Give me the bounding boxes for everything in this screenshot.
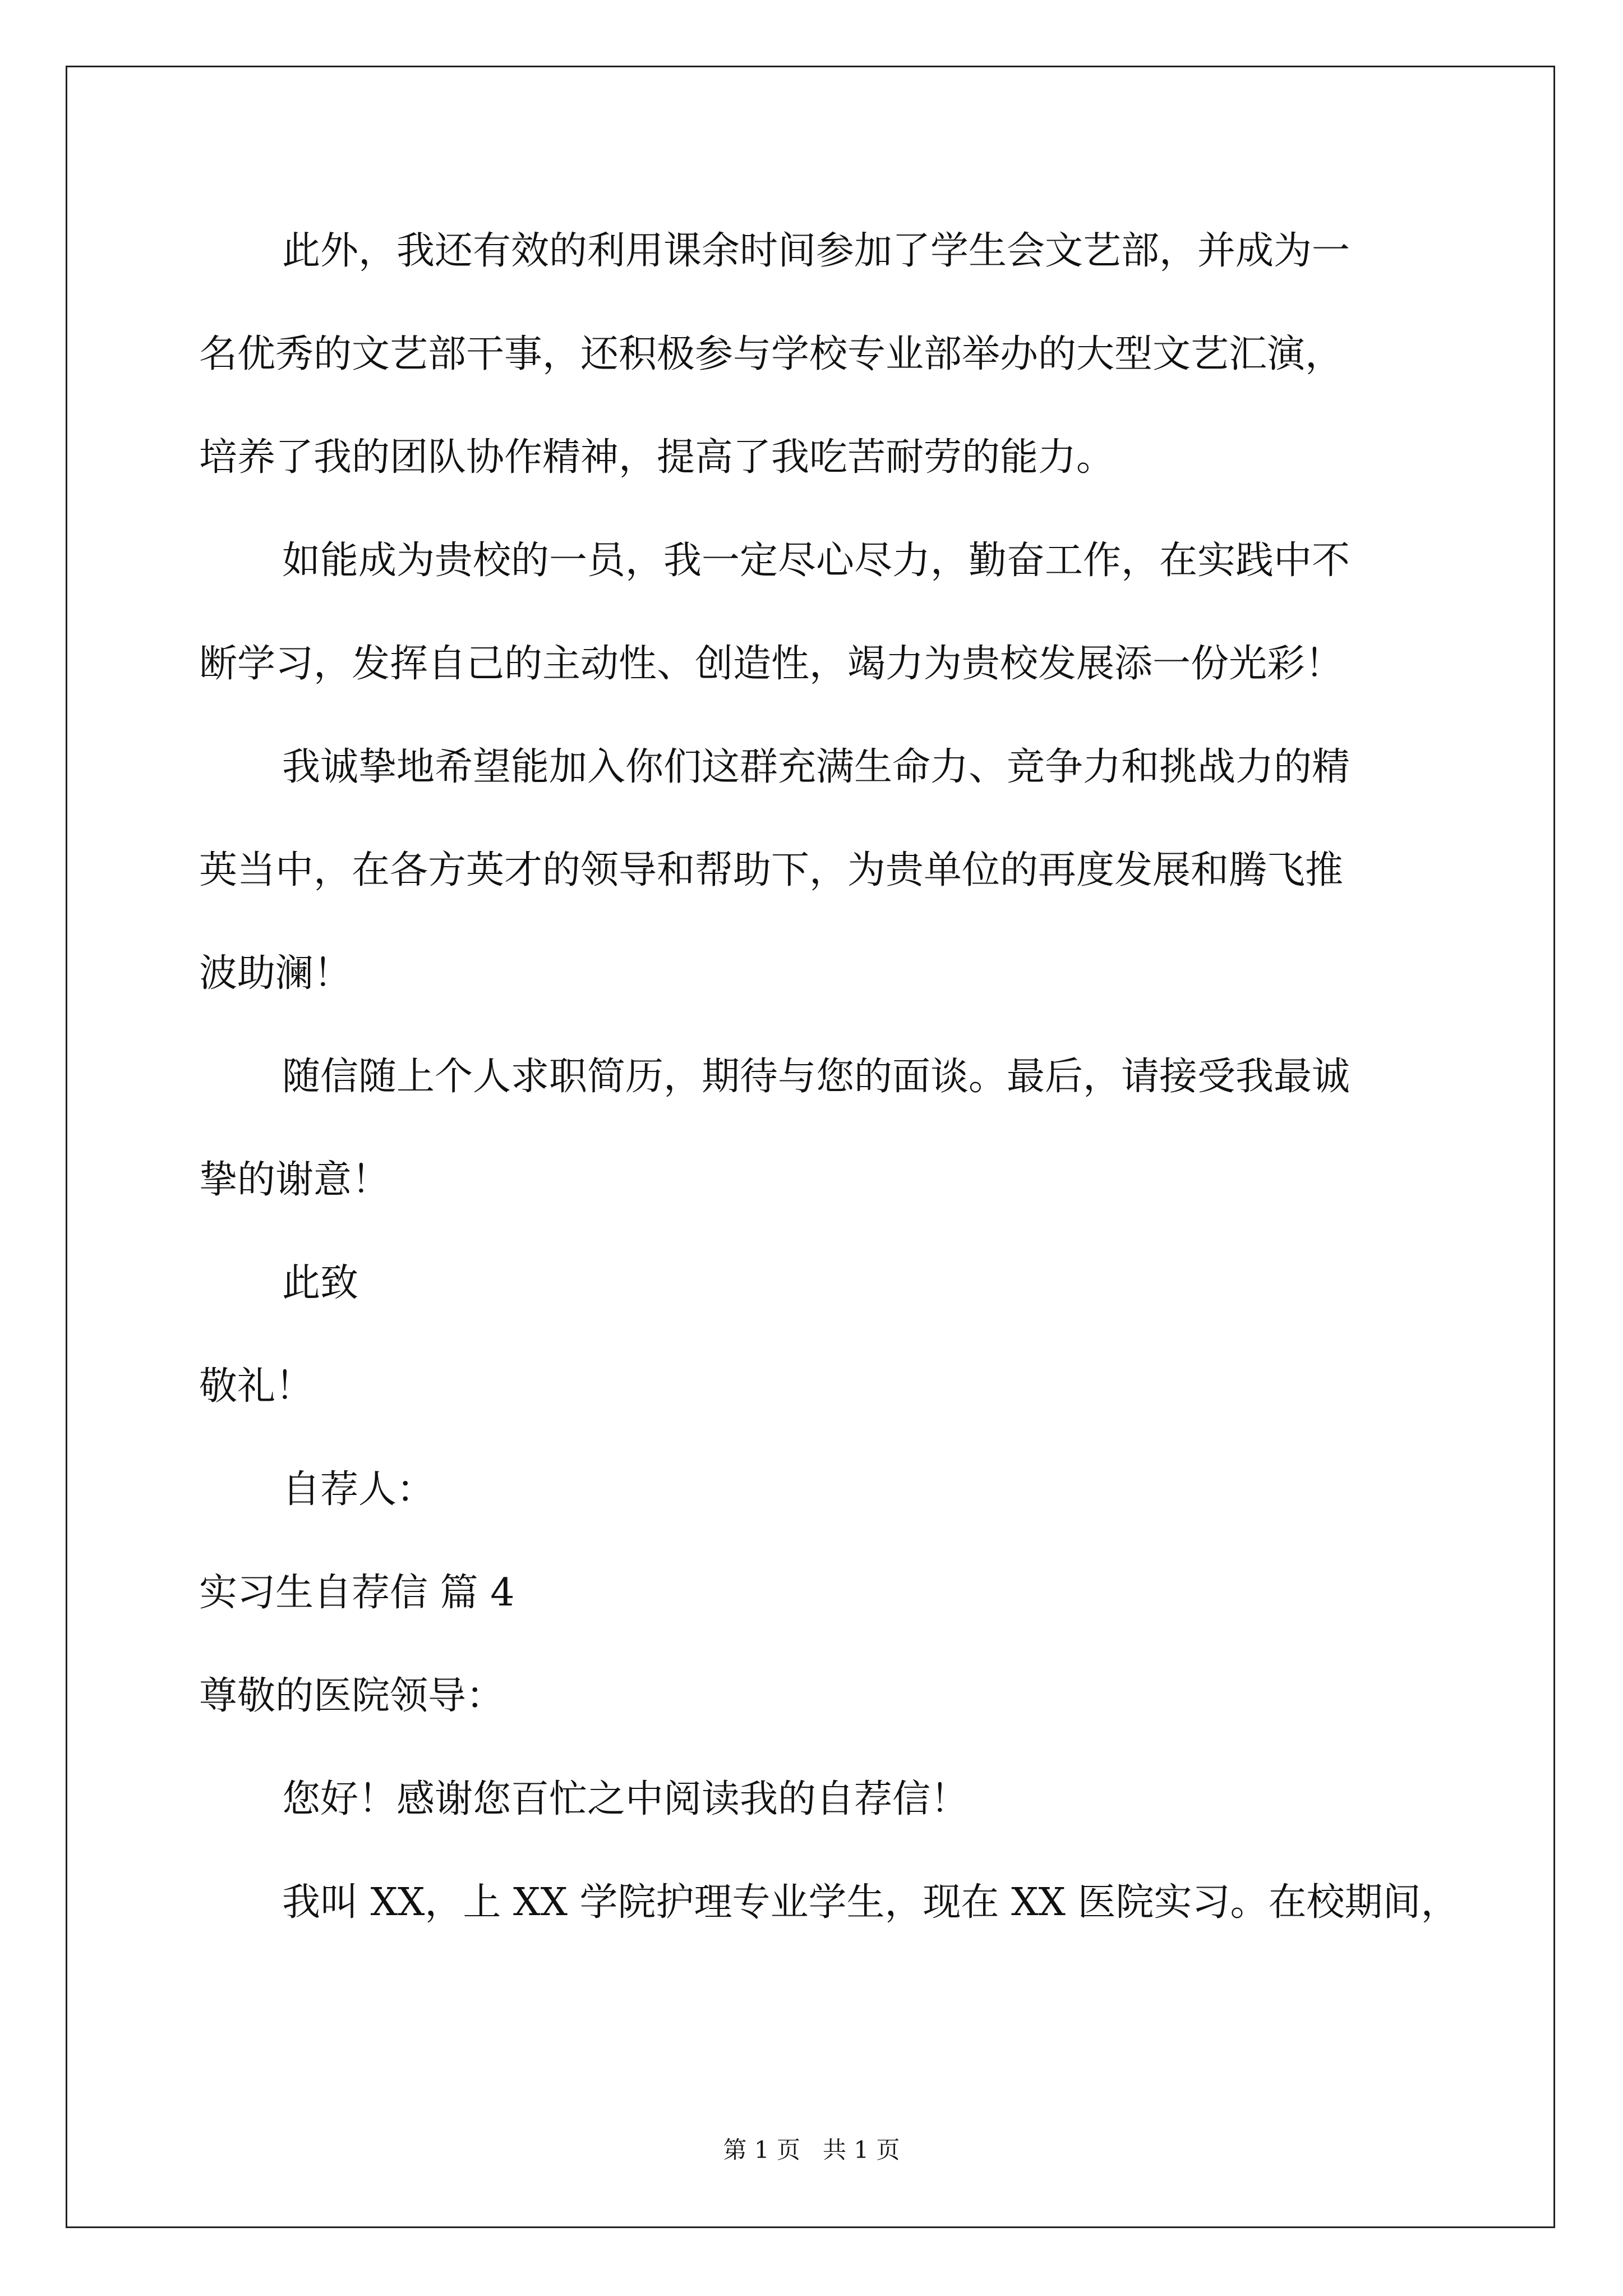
section-heading: 实习生自荐信 篇 4: [199, 1571, 515, 1615]
paragraph-line: 如能成为贵校的一员，我一定尽心尽力，勤奋工作，在实践中不: [282, 539, 1350, 583]
paragraph-line: 挚的谢意！: [199, 1158, 390, 1202]
paragraph-line: 英当中，在各方英才的领导和帮助下，为贵单位的再度发展和腾飞推: [199, 848, 1344, 892]
paragraph-line: 此外，我还有效的利用课余时间参加了学生会文艺部，并成为一: [282, 229, 1350, 273]
closing-salutation: 此致: [282, 1261, 359, 1305]
paragraph-line: 随信随上个人求职简历，期待与您的面谈。最后，请接受我最诚: [282, 1055, 1350, 1099]
paragraph-line: 我诚挚地希望能加入你们这群充满生命力、竞争力和挑战力的精: [282, 745, 1350, 789]
paragraph-line: 名优秀的文艺部干事，还积极参与学校专业部举办的大型文艺汇演，: [199, 332, 1344, 376]
closing-regards: 敬礼！: [199, 1364, 314, 1409]
letter-greeting: 尊敬的医院领导：: [199, 1674, 505, 1718]
paragraph-line: 培养了我的团队协作精神，提高了我吃苦耐劳的能力。: [199, 435, 1115, 480]
paragraph-line: 我叫 XX，上 XX 学院护理专业学生，现在 XX 医院实习。在校期间，: [282, 1880, 1459, 1925]
signature-label: 自荐人：: [282, 1467, 435, 1512]
paragraph-line: 波助澜！: [199, 951, 352, 996]
paragraph-line: 断学习，发挥自己的主动性、创造性，竭力为贵校发展添一份光彩！: [199, 642, 1344, 686]
page-footer: 第 1 页 共 1 页: [723, 2136, 900, 2164]
paragraph-line: 您好！感谢您百忙之中阅读我的自荐信！: [282, 1777, 969, 1821]
